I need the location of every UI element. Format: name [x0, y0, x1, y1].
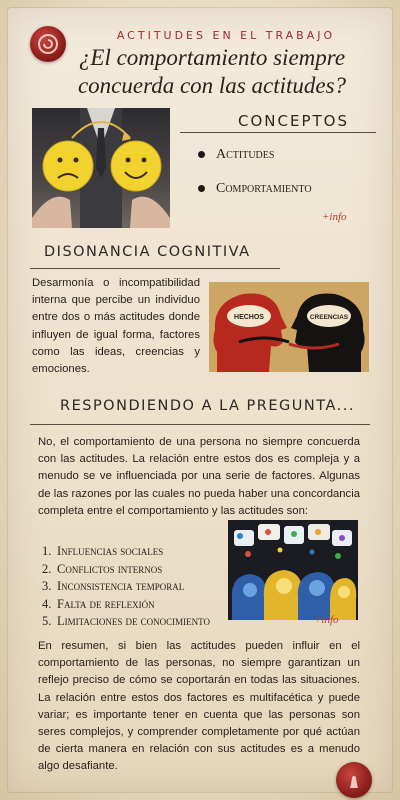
- respuesta-heading: RESPONDIENDO A LA PREGUNTA...: [60, 398, 355, 414]
- concept-comportamiento-link[interactable]: Comportamiento: [216, 181, 312, 196]
- list-item: 3. Inconsistencia temporal: [42, 579, 185, 594]
- list-item: 5. Limitaciones de conocimiento: [42, 614, 210, 629]
- respuesta-conclusion-text: En resumen, si bien las actitudes pueden influir en el comportamiento de las personas, no siempre garantizan un reflejo preciso de cómo se coportarán en todas las situaciones. La relación entre estos dos factores es multifacética y puede variar; es importante tener en cuenta que las personas son seres complejos, y comprender completamente por qué actúan de cierta manera en relación con sus actitudes es a menudo algo desafiante.: [38, 640, 360, 773]
- hechos-creencias-illustration: [209, 282, 369, 372]
- respuesta-intro-text: No, el comportamiento de una persona no siempre concuerda con las actitudes. La relación entre estos dos es compleja y a menudo se ve influenciada por una serie de factores. Algunas de las razones por las cuales no pueda haber una concordancia completa entre el comportamiento y las actitudes son:: [38, 436, 360, 517]
- conceptos-heading: CONCEPTOS: [238, 112, 349, 130]
- hechos-label: HECHOS: [234, 314, 264, 321]
- reasons-list: [42, 543, 210, 631]
- page-title: [52, 44, 372, 100]
- reason-label: Inconsistencia temporal: [57, 579, 185, 594]
- bullet-dot-icon: [198, 185, 205, 192]
- list-item: 1. Influencias sociales: [42, 544, 164, 558]
- title-line-1: ¿El comportamiento siempre: [78, 45, 346, 70]
- creencias-label: CREENCIAS: [309, 314, 349, 321]
- reason-label: Limitaciones de conocimiento: [57, 614, 210, 629]
- respuesta-divider: [30, 424, 370, 425]
- title-line-2: concuerda con las actitudes?: [77, 73, 347, 98]
- reason-label: Influencias sociales: [57, 544, 164, 558]
- reason-label: Conflictos internos: [57, 561, 163, 576]
- topic-label: ACTITUDES EN EL TRABAJO: [116, 29, 336, 42]
- respuesta-more-info-link[interactable]: +info: [314, 614, 339, 626]
- conceptos-divider: [180, 132, 376, 133]
- disonancia-heading: DISONANCIA COGNITIVA: [44, 244, 251, 260]
- concept-actitudes-link[interactable]: Actitudes: [216, 147, 275, 162]
- bullet-dot-icon: [198, 151, 205, 158]
- disonancia-divider: [30, 268, 280, 269]
- conceptos-more-info-link[interactable]: +info: [322, 211, 347, 223]
- reason-label: Falta de reflexión: [57, 596, 155, 611]
- smiley-faces-photo: [32, 108, 170, 228]
- list-item: 2. Conflictos internos: [42, 561, 163, 576]
- thinking-heads-illustration: [228, 520, 358, 620]
- list-item: 4. Falta de reflexión: [42, 596, 155, 611]
- disonancia-text: Desarmonía o incompatibilidad interna que percibe un individuo entre dos o más actitudes donde influyen de igual forma, factores como las ideas, creencias y emociones.: [32, 277, 200, 376]
